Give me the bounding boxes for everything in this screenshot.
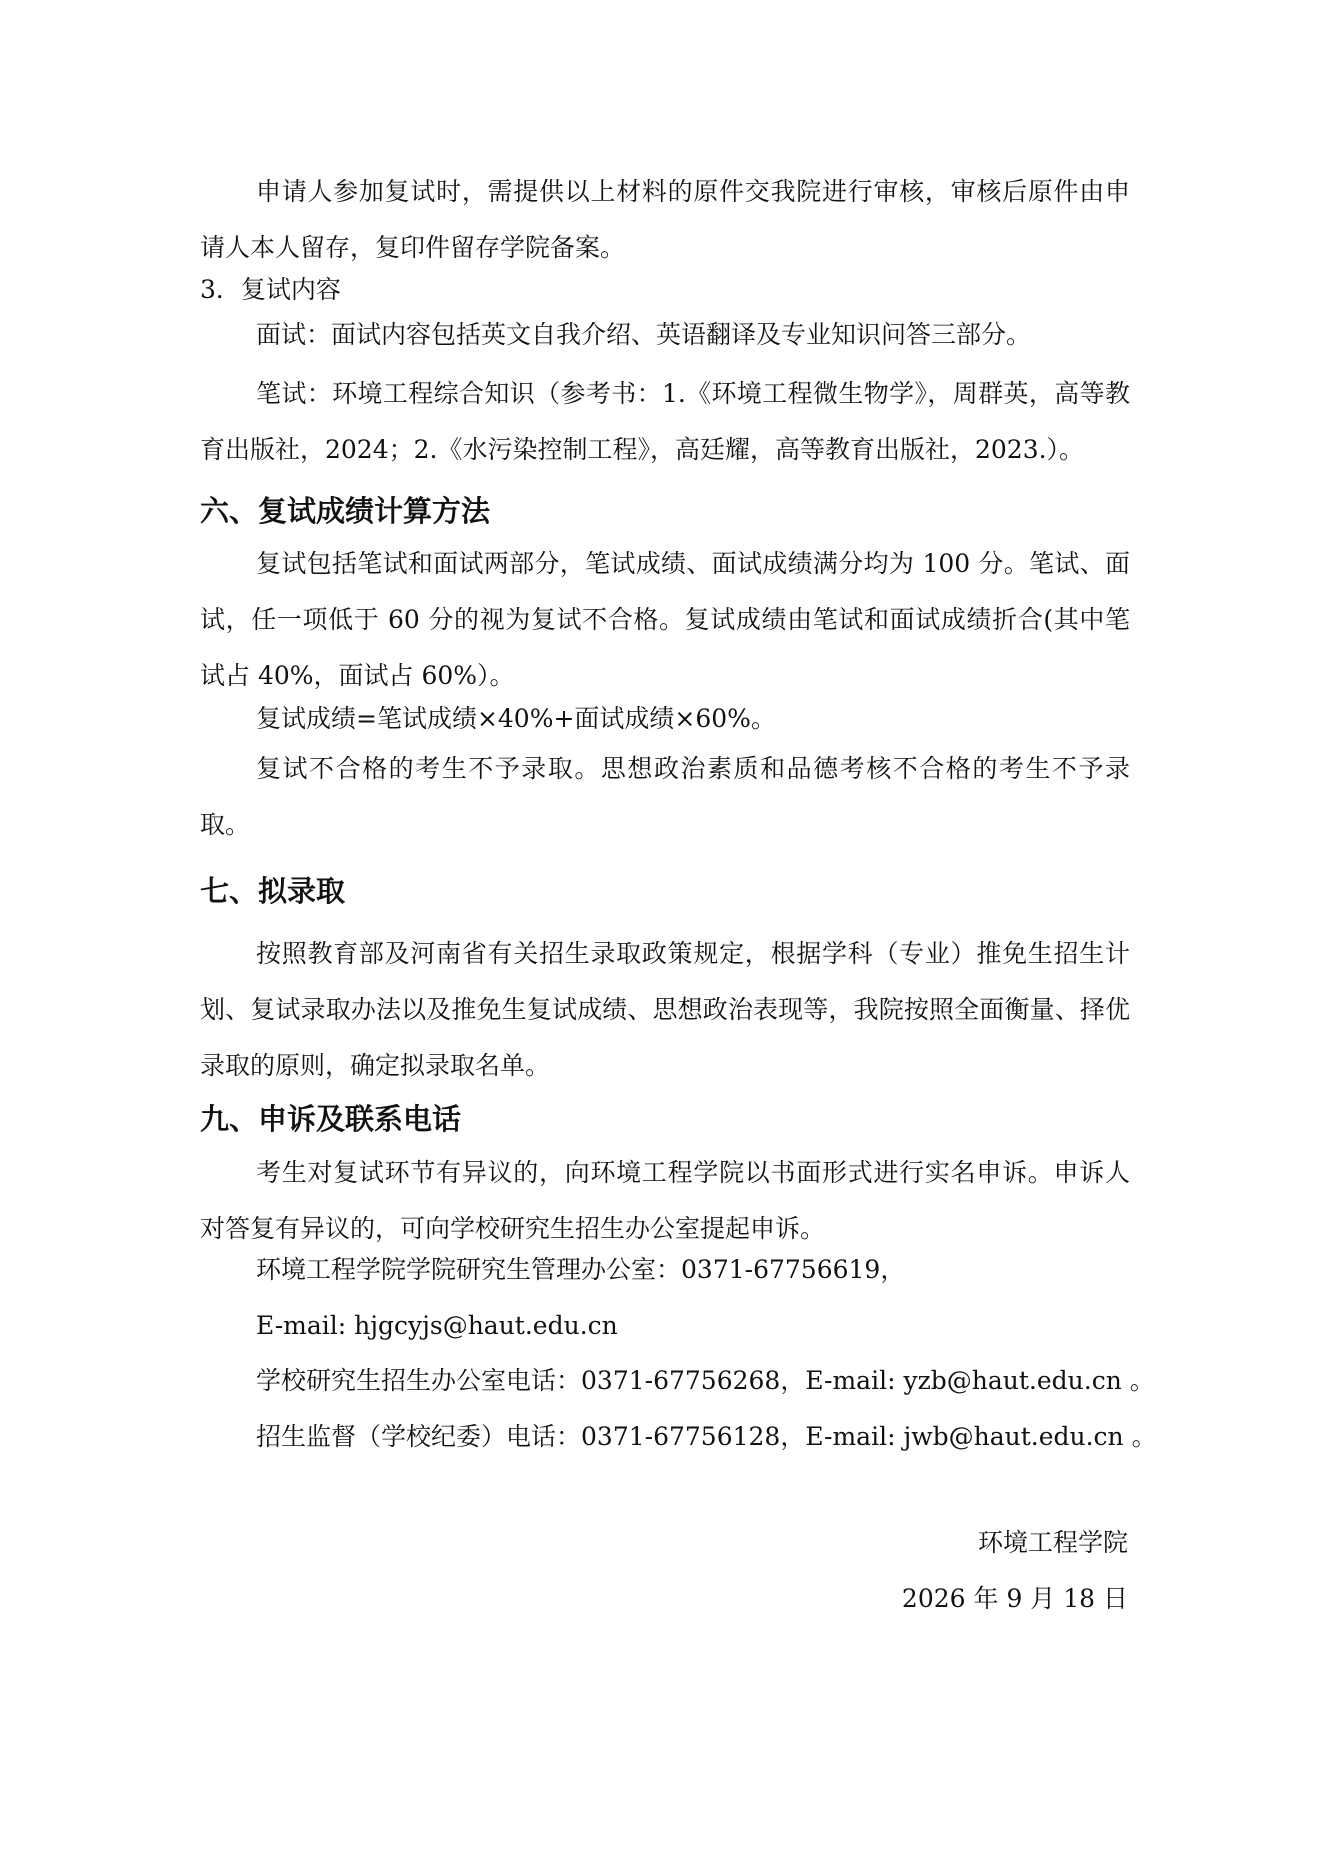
section-6-paragraph: 复试包括笔试和面试两部分，笔试成绩、面试成绩满分均为 100 分。笔试、面试，任一项低于 60 分的视为复试不合格。复试成绩由笔试和面试成绩折合(其中笔试占 40%，面试占 60%）。 — [200, 549, 1130, 690]
section-7-paragraph: 按照教育部及河南省有关招生录取政策规定，根据学科（专业）推免生招生计划、复试录取办法以及推免生复试成绩、思想政治表现等，我院按照全面衡量、择优录取的原则，确定拟录取名单。 — [200, 939, 1130, 1080]
materials-paragraph: 申请人参加复试时，需提供以上材料的原件交我院进行审核，审核后原件由申请人本人留存，复印件留存学院备案。 — [200, 177, 1130, 262]
subsection-title: 3．复试内容 — [200, 275, 341, 304]
section-7-heading: 七、拟录取 — [200, 874, 346, 908]
interview-paragraph: 面试：面试内容包括英文自我介绍、英语翻译及专业知识问答三部分。 — [256, 320, 1032, 349]
signature-organization: 环境工程学院 — [977, 1528, 1128, 1557]
score-formula: 复试成绩=笔试成绩×40%+面试成绩×60%。 — [256, 704, 776, 733]
written-exam-paragraph: 笔试：环境工程综合知识（参考书：1.《环境工程微生物学》，周群英，高等教育出版社，2024；2.《水污染控制工程》，高廷耀，高等教育出版社，2023.）。 — [200, 379, 1130, 464]
section-6-rejection-paragraph: 复试不合格的考生不予录取。思想政治素质和品德考核不合格的考生不予录取。 — [200, 754, 1130, 839]
section-9-paragraph: 考生对复试环节有异议的，向环境工程学院以书面形式进行实名申诉。申诉人对答复有异议的，可向学校研究生招生办公室提起申诉。 — [200, 1158, 1130, 1243]
office-phone: 环境工程学院学院研究生管理办公室：0371-67756619， — [256, 1255, 906, 1284]
section-6-heading: 六、复试成绩计算方法 — [200, 494, 491, 528]
office-email: E-mail: hjgcyjs@haut.edu.cn — [256, 1311, 618, 1340]
signature-date: 2026 年 9 月 18 日 — [901, 1584, 1128, 1613]
supervision-contact: 招生监督（学校纪委）电话：0371-67756128，E-mail: jwb@haut.edu.cn 。 — [256, 1422, 1157, 1451]
section-9-heading: 九、申诉及联系电话 — [200, 1102, 462, 1136]
admissions-contact: 学校研究生招生办公室电话：0371-67756268，E-mail: yzb@haut.edu.cn 。 — [256, 1366, 1155, 1395]
